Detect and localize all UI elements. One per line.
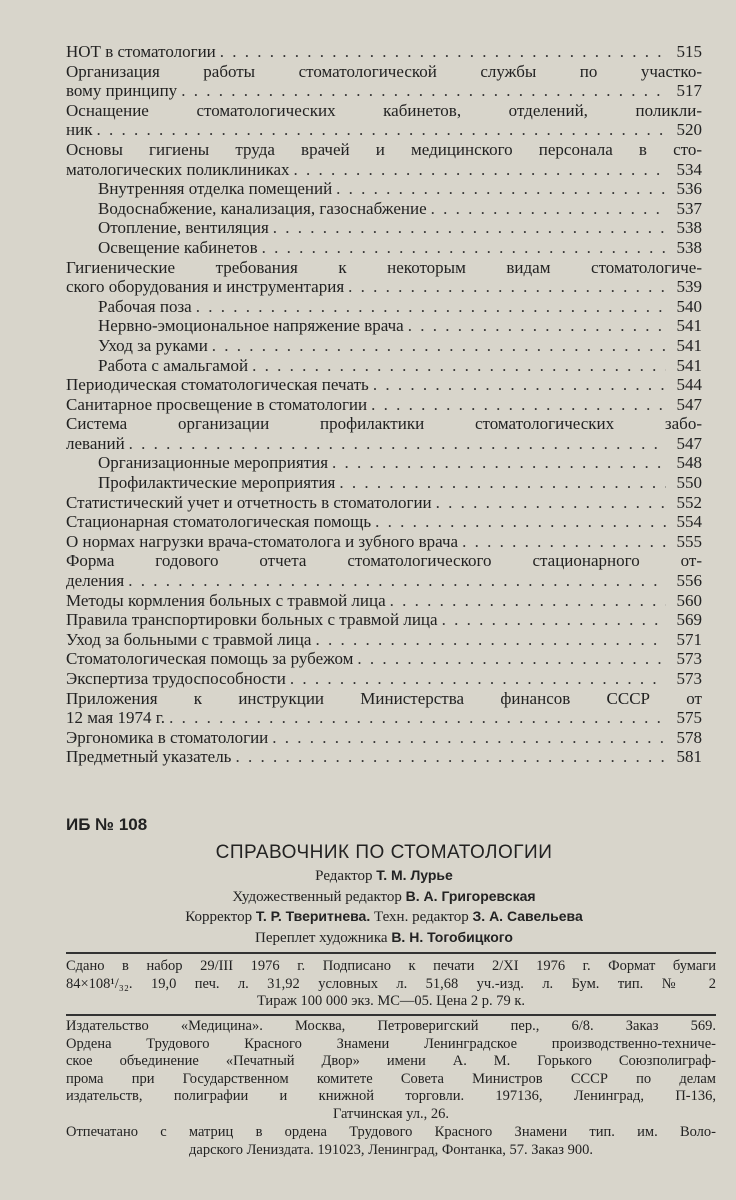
dot-leader: [371, 395, 666, 415]
toc-page-number: 573: [676, 669, 702, 688]
toc-page-number: 541: [676, 316, 702, 336]
print-info: [66, 958, 716, 1011]
toc-entry-last-line: [66, 571, 702, 591]
toc-entry-text: Приложения к инструкции Министерства финансов СССР от: [66, 688, 702, 708]
toc-page-number: 520: [676, 120, 702, 140]
toc-page-number: 541: [676, 355, 702, 375]
credit-binding: [66, 928, 702, 949]
toc-entry-text: НОТ в стоматологии: [66, 42, 216, 61]
credit-name: В. Н. Тогобицкого: [391, 928, 513, 945]
dot-leader: [169, 708, 666, 728]
toc-entry: [66, 610, 702, 630]
toc-entry: [66, 297, 702, 317]
dot-leader: [235, 747, 666, 767]
toc-entry-text: Профилактические мероприятия: [98, 473, 336, 493]
toc-entry-text: Методы кормления больных с травмой лица: [66, 590, 386, 610]
toc-entry-text: Организационные мероприятия: [98, 453, 329, 473]
toc-entry: [66, 336, 702, 356]
ib-number: ИБ № 108: [66, 815, 148, 834]
dot-leader: [348, 277, 666, 297]
toc-entry-text: Уход за больными с травмой лица: [66, 629, 312, 649]
toc-page-number: 536: [676, 179, 702, 199]
credit-name: З. А. Савельева: [472, 908, 583, 924]
toc-entry: [66, 375, 702, 395]
toc-entry-last-line: [66, 728, 702, 748]
credit-role: Корректор: [185, 909, 253, 925]
toc-entry-text: Оснащение стоматологических кабинетов, отделений, поликли-: [66, 100, 702, 120]
toc-entry-last-line: [66, 591, 702, 611]
toc-entry-last-line: [66, 160, 702, 180]
book-title: СПРАВОЧНИК ПО СТОМАТОЛОГИИ: [215, 842, 553, 863]
dot-leader: [332, 453, 666, 473]
toc-entry: [66, 669, 702, 689]
toc-entry: [66, 649, 702, 669]
dot-leader: [273, 218, 666, 238]
dot-leader: [357, 649, 666, 669]
table-of-contents: [66, 42, 702, 767]
credit-name: Т. М. Лурье: [376, 867, 453, 883]
toc-entry-text: Внутренняя отделка помещений: [98, 179, 333, 199]
publisher-line: Ордена Трудового Красного Знамени Ленинградское производственно-техниче-: [66, 1035, 716, 1052]
credit-role: Техн. редактор: [373, 909, 469, 925]
dot-leader: [272, 728, 666, 748]
dot-leader: [375, 512, 666, 532]
dot-leader: [212, 336, 666, 356]
dot-leader: [128, 571, 666, 591]
toc-page-number: 540: [676, 296, 702, 316]
print-line: 84×108¹/₃₂. 19,0 печ. л. 31,92 условных л. 51,68 уч.-изд. л. Бум. тип. № 2: [66, 975, 716, 992]
toc-entry: [66, 62, 702, 101]
toc-entry: [66, 356, 702, 376]
toc-page-number: 537: [676, 198, 702, 218]
dot-leader: [252, 356, 666, 376]
toc-entry: [66, 551, 702, 590]
credit-name: Т. Р. Тверитнева.: [255, 908, 371, 924]
toc-page-number: 541: [676, 335, 702, 355]
toc-entry-last-line: [66, 610, 702, 630]
toc-entry-last-line: [66, 434, 702, 454]
toc-entry-text: деления: [66, 571, 125, 591]
toc-entry-text: Нервно-эмоциональное напряжение врача: [98, 316, 404, 336]
toc-entry-text: ского оборудования и инструментария: [66, 277, 345, 297]
toc-entry-last-line: [98, 473, 702, 493]
toc-page-number: 538: [676, 218, 702, 238]
toc-entry-last-line: [66, 649, 702, 669]
toc-entry-text: Уход за руками: [98, 335, 208, 355]
printed-line: дарского Лениздата. 191023, Ленинград, Фонтанка, 57. Заказ 900.: [189, 1141, 593, 1158]
toc-entry-last-line: [66, 81, 702, 101]
divider: [66, 952, 716, 954]
toc-entry-text: ник: [66, 120, 93, 140]
publisher-line: издательств, полиграфии и книжной торговли. 197136, Ленинград, П-136,: [66, 1088, 716, 1104]
toc-entry: [66, 140, 702, 179]
dot-leader: [196, 297, 666, 317]
toc-entry: [66, 258, 702, 297]
toc-entry-last-line: [66, 708, 702, 728]
toc-entry-text: Периодическая стоматологическая печать: [66, 375, 369, 395]
dot-leader: [436, 493, 666, 513]
toc-entry-last-line: [66, 42, 702, 62]
toc-page-number: 578: [676, 727, 702, 747]
toc-entry-text: Форма годового отчета стоматологического стационарного от-: [66, 551, 702, 571]
toc-entry-last-line: [98, 453, 702, 473]
credit-editor: [66, 866, 702, 887]
toc-page-number: 560: [676, 590, 702, 610]
toc-page-number: 548: [676, 453, 702, 473]
toc-page-number: 538: [676, 237, 702, 257]
publisher-line: прома при Государственном комитете Совета Министров СССР по делам: [66, 1070, 716, 1087]
toc-page-number: 575: [676, 708, 702, 728]
divider: [66, 1014, 716, 1016]
toc-entry-last-line: [98, 179, 702, 199]
toc-entry-last-line: [66, 747, 702, 767]
toc-entry-text: Экспертиза трудоспособности: [66, 669, 286, 688]
dot-leader: [96, 120, 666, 140]
toc-entry: [66, 238, 702, 258]
toc-page-number: 569: [676, 610, 702, 630]
toc-entry-text: Эргономика в стоматологии: [66, 727, 269, 747]
credit-name: В. А. Григоревская: [405, 887, 536, 904]
credit-role: Редактор: [315, 868, 373, 884]
dot-leader: [336, 179, 666, 199]
toc-entry: [66, 473, 702, 493]
toc-entry-last-line: [98, 199, 702, 219]
toc-entry-last-line: [98, 316, 702, 336]
toc-entry-last-line: [66, 630, 702, 650]
toc-entry-text: Предметный указатель: [66, 747, 232, 767]
imprint-block: [66, 842, 702, 948]
toc-entry-text: Рабочая поза: [98, 296, 192, 316]
credit-art-editor: [66, 887, 702, 908]
toc-entry-last-line: [66, 493, 702, 513]
toc-page-number: 554: [676, 512, 702, 532]
toc-entry: [66, 179, 702, 199]
toc-entry: [66, 42, 702, 62]
toc-page-number: 517: [676, 81, 702, 101]
dot-leader: [390, 591, 666, 611]
printed-line: Отпечатано с матриц в ордена Трудового Красного Знамени тип. им. Воло-: [66, 1124, 716, 1140]
publisher-line: Гатчинская ул., 26.: [332, 1105, 450, 1122]
toc-entry-last-line: [66, 277, 702, 297]
print-line: Сдано в набор 29/III 1976 г. Подписано к печати 2/XI 1976 г. Формат бумаги: [66, 958, 716, 974]
toc-entry: [66, 493, 702, 513]
toc-entry-text: Основы гигиены труда врачей и медицинского персонала в сто-: [66, 139, 702, 159]
toc-page-number: 550: [676, 473, 702, 493]
toc-entry-last-line: [66, 120, 702, 140]
toc-entry-text: матологических поликлиниках: [66, 159, 290, 179]
toc-page-number: 544: [676, 375, 702, 395]
toc-entry-text: Правила транспортировки больных с травмой лица: [66, 610, 438, 630]
dot-leader: [431, 199, 666, 219]
publisher-info: [66, 1018, 716, 1123]
publisher-line: Издательство «Медицина». Москва, Петроверигский пер., 6/8. Заказ 569.: [66, 1018, 716, 1034]
toc-entry-last-line: [98, 218, 702, 238]
toc-entry-text: Отопление, вентиляция: [98, 218, 269, 238]
toc-entry-text: леваний: [66, 433, 125, 453]
toc-entry-last-line: [66, 532, 702, 552]
toc-entry-last-line: [98, 336, 702, 356]
toc-entry-last-line: [66, 669, 702, 689]
toc-entry: [66, 728, 702, 748]
toc-entry: [66, 532, 702, 552]
toc-entry-text: вому принципу: [66, 81, 178, 101]
credit-role: Художественный редактор: [232, 888, 402, 905]
dot-leader: [290, 669, 666, 689]
toc-page-number: 547: [676, 394, 702, 414]
dot-leader: [220, 42, 666, 62]
toc-entry-text: Стационарная стоматологическая помощь: [66, 512, 372, 532]
toc-entry: [66, 453, 702, 473]
toc-entry-text: Система организации профилактики стоматологических забо-: [66, 414, 702, 434]
toc-page-number: 547: [676, 433, 702, 453]
toc-entry-last-line: [98, 297, 702, 317]
toc-entry-text: Санитарное просвещение в стоматологии: [66, 394, 368, 414]
toc-entry: [66, 591, 702, 611]
toc-entry: [66, 199, 702, 219]
toc-entry: [66, 512, 702, 532]
toc-entry: [66, 747, 702, 767]
dot-leader: [408, 316, 666, 336]
toc-entry: [66, 689, 702, 728]
toc-page-number: 573: [676, 649, 702, 669]
toc-page-number: 515: [676, 42, 702, 61]
dot-leader: [129, 434, 666, 454]
toc-entry-last-line: [66, 375, 702, 395]
dot-leader: [373, 375, 666, 395]
toc-entry-text: 12 мая 1974 г.: [66, 708, 166, 728]
dot-leader: [262, 238, 666, 258]
toc-page-number: 552: [676, 492, 702, 512]
toc-entry-last-line: [66, 395, 702, 415]
toc-entry-text: Стоматологическая помощь за рубежом: [66, 649, 354, 669]
toc-page-number: 571: [676, 629, 702, 649]
toc-entry-text: Водоснабжение, канализация, газоснабжение: [98, 198, 427, 218]
toc-entry-text: О нормах нагрузки врача-стоматолога и зубного врача: [66, 531, 459, 551]
dot-leader: [181, 81, 666, 101]
toc-page-number: 555: [676, 531, 702, 551]
toc-entry-text: Организация работы стоматологической службы по участко-: [66, 61, 702, 81]
dot-leader: [294, 160, 667, 180]
printed-info: [66, 1124, 716, 1159]
toc-entry: [66, 414, 702, 453]
print-line: Тираж 100 000 экз. МС—05. Цена 2 р. 79 к.: [256, 993, 526, 1009]
toc-entry-text: Гигиенические требования к некоторым видам стоматологиче-: [66, 257, 702, 277]
toc-entry: [66, 630, 702, 650]
toc-page-number: 556: [676, 571, 702, 591]
publisher-line: ское объединение «Печатный Двор» имени А. М. Горького Союзполиграф-: [66, 1053, 716, 1069]
toc-entry: [66, 395, 702, 415]
toc-entry: [66, 101, 702, 140]
dot-leader: [442, 610, 666, 630]
toc-entry-text: Работа с амальгамой: [98, 355, 249, 375]
toc-page-number: 539: [676, 277, 702, 297]
dot-leader: [315, 630, 666, 650]
credit-corrector: [66, 907, 702, 928]
toc-entry-text: Освещение кабинетов: [98, 237, 258, 257]
dot-leader: [462, 532, 666, 552]
toc-entry: [66, 316, 702, 336]
toc-entry-last-line: [98, 356, 702, 376]
toc-entry-last-line: [98, 238, 702, 258]
dot-leader: [339, 473, 666, 493]
toc-entry-text: Статистический учет и отчетность в стоматологии: [66, 492, 432, 512]
credit-role: Переплет художника: [255, 929, 388, 946]
toc-page-number: 581: [676, 747, 702, 767]
toc-entry-last-line: [66, 512, 702, 532]
toc-page-number: 534: [676, 159, 702, 179]
toc-entry: [66, 218, 702, 238]
